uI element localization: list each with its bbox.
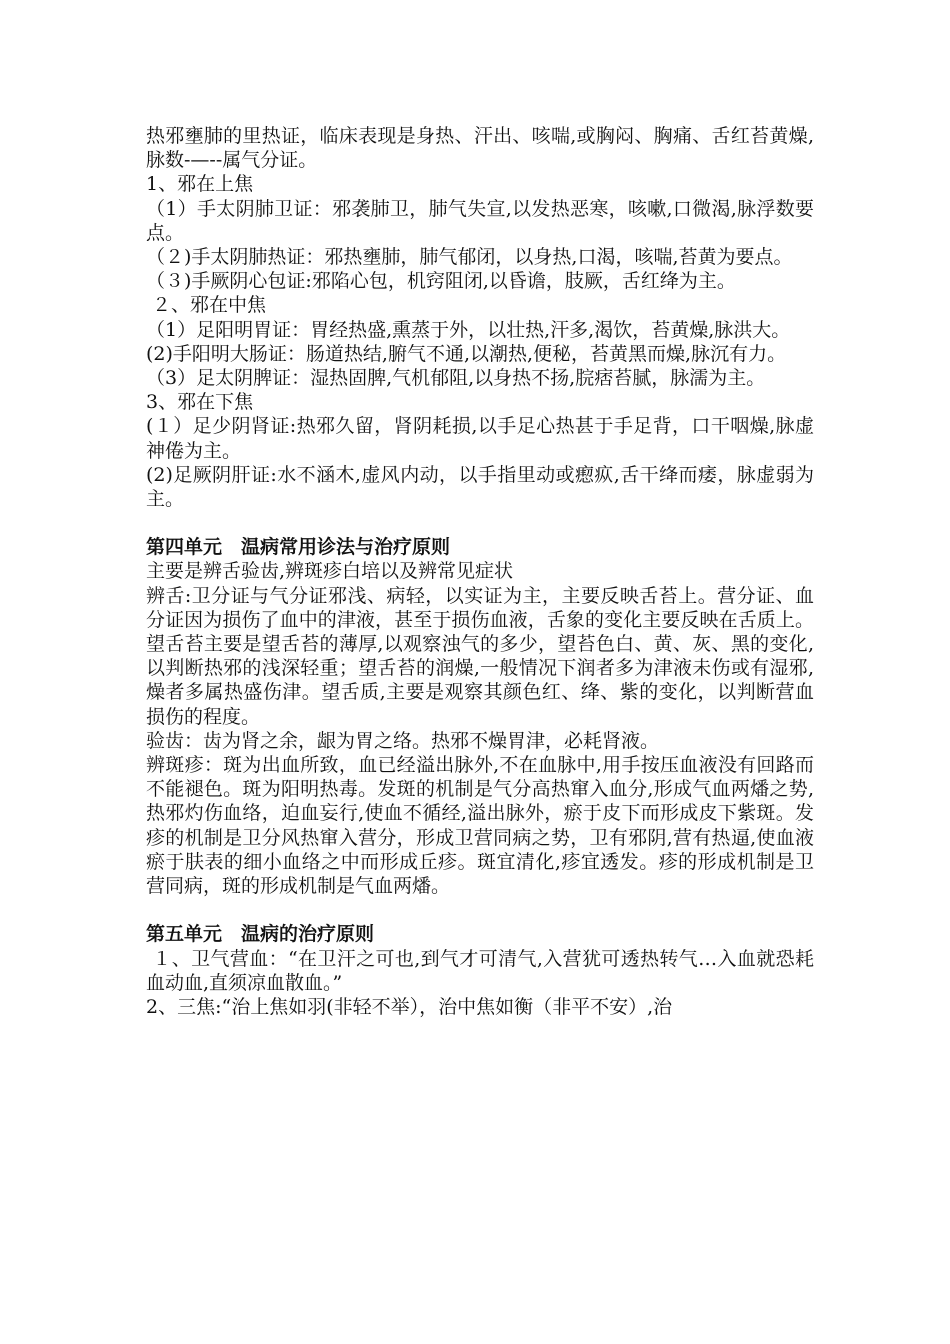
intro-paragraph: 热邪壅肺的里热证，临床表现是身热、汗出、咳喘,或胸闷、胸痛、舌红苔黄燥,脉数-—--属气分证。 bbox=[146, 125, 814, 172]
section-lower-jiao-title: 3、邪在下焦 bbox=[146, 391, 254, 414]
unit4-paragraph: 验齿：齿为肾之余，龈为胃之络。热邪不燥胃津，必耗肾液。 bbox=[146, 729, 660, 752]
upper-jiao-item: （1）手太阴肺卫证：邪袭肺卫，肺气失宣,以发热恶寒，咳嗽,口微渴,脉浮数要点。 bbox=[146, 197, 814, 244]
section-upper-jiao-title: 1、邪在上焦 bbox=[146, 173, 254, 196]
lower-jiao-item: (2)足厥阴肝证:水不涵木,虚风内动，以手指里动或瘛疭,舌干绛而痿，脉虚弱为主。 bbox=[146, 463, 814, 511]
middle-jiao-item: （1）足阳明胃证：胃经热盛,熏蒸于外，以壮热,汗多,渴饮，苔黄燥,脉洪大。 bbox=[146, 318, 791, 341]
unit4-paragraph: 辨舌:卫分证与气分证邪浅、病轻，以实证为主，主要反映舌苔上。营分证、血分证因为损伤了血中的津液，甚至于损伤血液，舌象的变化主要反映在舌质上。望舌苔主要是望舌苔的薄厚,以观察浊气的多少，望苔色白、黄、灰、黑的变化,以判断热邪的浅深轻重；望舌苔的润燥,一般情况下润者多为津液未伤或有湿邪,燥者多属热盛伤津。望舌质,主要是观察其颜色红、绛、紫的变化，以判断营血损伤的程度。 bbox=[146, 584, 814, 728]
unit4-heading: 第四单元 温病常用诊法与治疗原则 bbox=[146, 536, 451, 559]
middle-jiao-item: （3）足太阴脾证：湿热固脾,气机郁阻,以身热不扬,脘痞苔腻，脉濡为主。 bbox=[146, 367, 766, 390]
upper-jiao-item: （３)手厥阴心包证:邪陷心包，机窍阻闭,以昏谵，肢厥，舌红绛为主。 bbox=[146, 270, 736, 293]
upper-jiao-item: （２)手太阴肺热证：邪热壅肺，肺气郁闭，以身热,口渴，咳喘,苔黄为要点。 bbox=[146, 246, 793, 269]
lower-jiao-item: (１）足少阴肾证:热邪久留，肾阴耗损,以手足心热甚于手足背，口干咽燥,脉虚神倦为主。 bbox=[146, 415, 814, 462]
unit5-item: 2、三焦:“治上焦如羽(非轻不举），治中焦如衡（非平不安）,治 bbox=[146, 995, 673, 1018]
section-middle-jiao-title: ２、邪在中焦 bbox=[146, 294, 267, 317]
spacer bbox=[146, 898, 814, 922]
middle-jiao-item: (2)手阳明大肠证：肠道热结,腑气不通,以潮热,便秘，苔黄黑而燥,脉沉有力。 bbox=[146, 342, 787, 365]
unit5-heading: 第五单元 温病的治疗原则 bbox=[146, 923, 375, 946]
unit4-paragraph: 辨斑疹：斑为出血所致，血已经溢出脉外,不在血脉中,用手按压血液没有回路而不能褪色。斑为阳明热毒。发斑的机制是气分高热窜入血分,形成气血两燔之势,热邪灼伤血络，迫血妄行,使血不循经,溢出脉外，瘀于皮下而形成皮下紫斑。发疹的机制是卫分风热窜入营分，形成卫营同病之势，卫有邪阴,营有热逼,使血液瘀于肤表的细小血络之中而形成丘疹。斑宜清化,疹宜透发。疹的形成机制是卫营同病，斑的形成机制是气血两燔。 bbox=[146, 754, 814, 898]
document-page bbox=[146, 124, 814, 1019]
unit4-paragraph: 主要是辨舌验齿,辨斑疹白培以及辨常见症状 bbox=[146, 560, 514, 583]
spacer bbox=[146, 511, 814, 535]
unit5-item: １、卫气营血：“在卫汗之可也,到气才可清气,入营犹可透热转气…入血就恐耗血动血,直须凉血散血。” bbox=[146, 947, 814, 994]
